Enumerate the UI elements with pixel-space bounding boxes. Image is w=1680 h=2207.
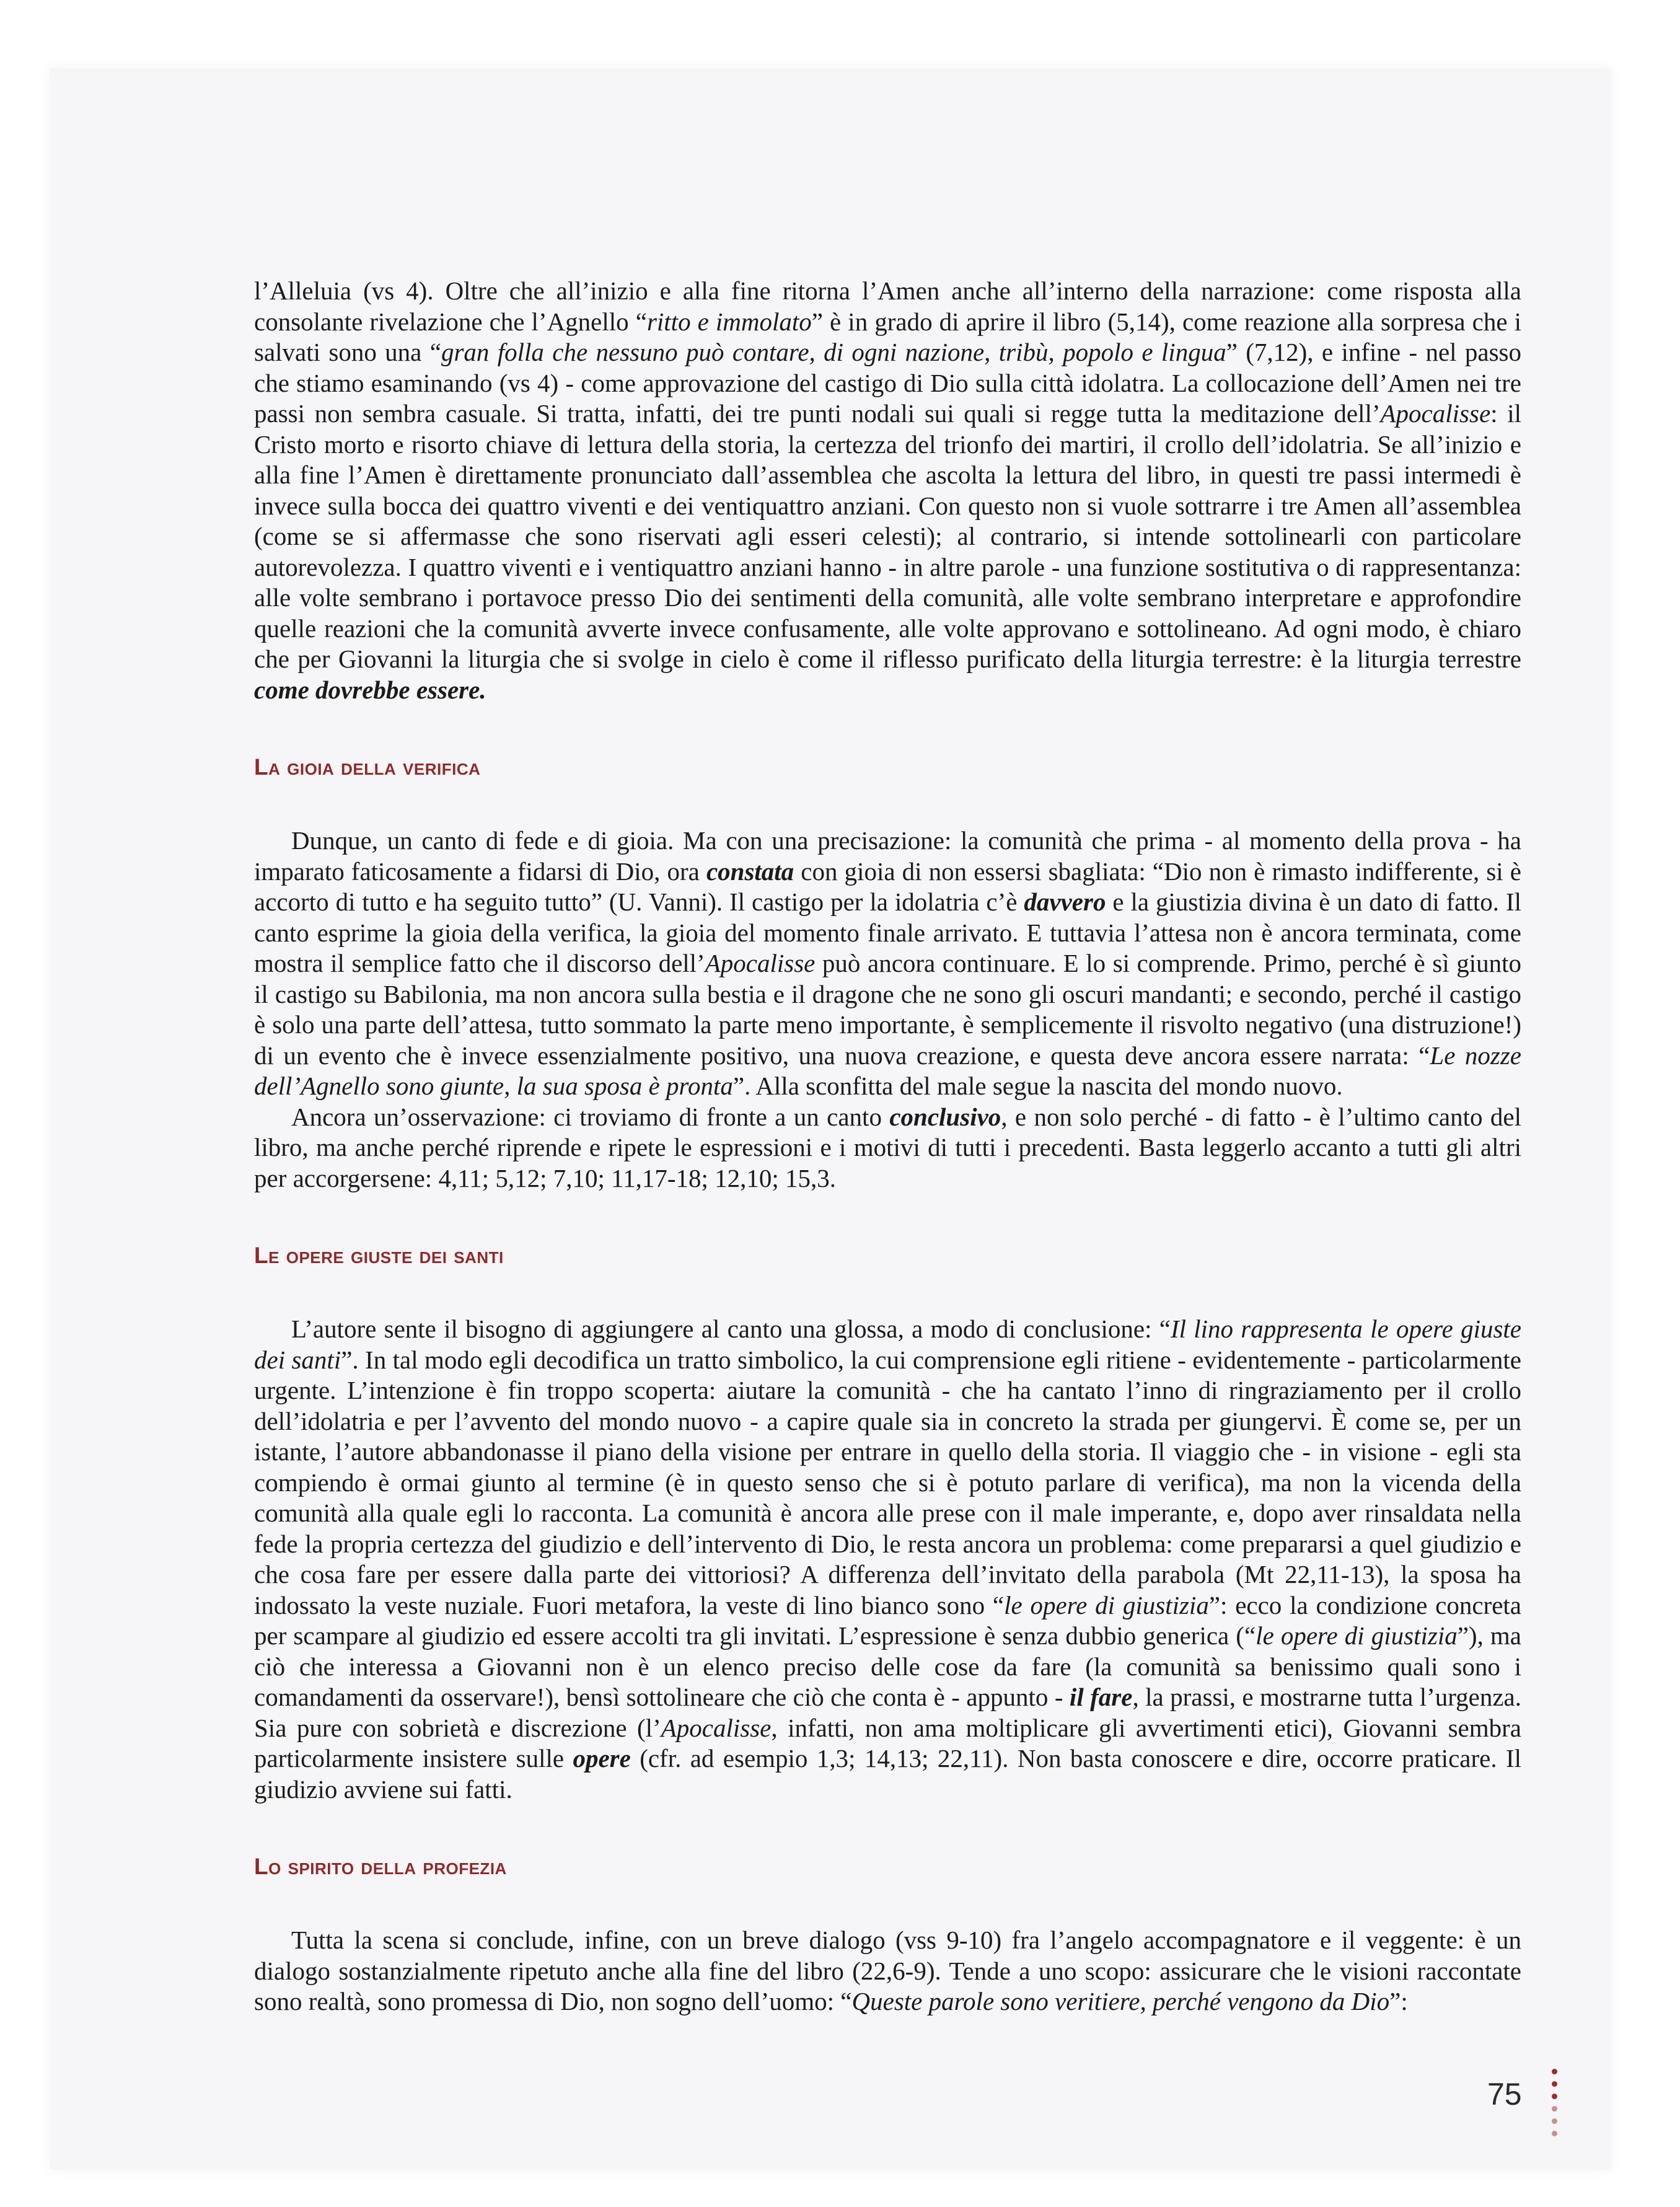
- folio-dot: [1552, 2106, 1557, 2112]
- paragraph-profezia: Tutta la scena si conclude, infine, con un breve dialogo (vss 9-10) fra l’angelo accompagnatore e il veggente: è un dialogo sostanzialmente ripetuto anche alla fine del libro (22,6-9). Tende a uno scopo: assicurare che le visioni raccontate sono realtà, sono promessa di Dio, non sogno dell’uomo: “Queste parole sono veritiere, perché vengono da Dio”:: [254, 1926, 1521, 2015]
- section-title-gioia: La gioia della verifica: [254, 754, 481, 780]
- text-column: [254, 276, 1521, 2017]
- page-sheet: [50, 68, 1611, 2169]
- folio-dot: [1552, 2094, 1557, 2099]
- folio-dots-ornament: [1552, 2069, 1560, 2143]
- section-title-spirito: Lo spirito della profezia: [254, 1854, 507, 1879]
- paragraph-verifica: Dunque, un canto di fede e di gioia. Ma con una precisazione: la comunità che prima - al momento della prova - ha imparato faticosamente a fidarsi di Dio, ora constata con gioia di non essersi sbagliata: “Dio non è rimasto indifferente, si è accorto di tutto e ha seguito tutto” (U. Vanni). Il castigo per la idolatria c’è davvero e la giustizia divina è un dato di fatto. Il canto esprime la gioia della verifica, la gioia del momento finale arrivato. E tuttavia l’attesa non è ancora terminata, come mostra il semplice fatto che il discorso dell’Apocalisse può ancora continuare. E lo si comprende. Primo, perché è sì giunto il castigo su Babilonia, ma non ancora sulla bestia e il dragone che ne sono gli oscuri mandanti; e secondo, perché il castigo è solo una parte dell’attesa, tutto sommato la parte meno importante, è semplicemente il risvolto negativo (una distruzione!) di un evento che è invece essenzialmente positivo, una nuova creazione, e questa deve ancora essere narrata: “Le nozze dell’Agnello sono giunte, la sua sposa è pronta”. Alla sconfitta del male segue la nascita del mondo nuovo.: [254, 826, 1521, 1100]
- paragraph-opere-giuste: L’autore sente il bisogno di aggiungere al canto una glossa, a modo di conclusione: “Il lino rappresenta le opere giuste dei santi”. In tal modo egli decodifica un tratto simbolico, la cui comprensione egli ritiene - evidentemente - particolarmente urgente. L’intenzione è fin troppo scoperta: aiutare la comunità - che ha cantato l’inno di ringraziamento per il crollo dell’idolatria e per l’avvento del mondo nuovo - a capire quale sia in concreto la strada per giungervi. È come se, per un istante, l’autore abbandonasse il piano della visione per entrare in quello della storia. Il viaggio che - in visione - egli sta compiendo è ormai giunto al termine (è in questo senso che si è potuto parlare di verifica), ma non la vicenda della comunità alla quale egli lo racconta. La comunità è ancora alle prese con il male imperante, e, dopo aver rinsaldata nella fede la propria certezza del giudizio e dell’intervento di Dio, le resta ancora un problema: come prepararsi a quel giudizio e che cosa fare per essere dalla parte dei vittoriosi? A differenza dell’invitato della parabola (Mt 22,11-13), la sposa ha indossato la veste nuziale. Fuori metafora, la veste di lino bianco sono “le opere di giustizia”: ecco la condizione concreta per scampare al giudizio ed essere accolti tra gli invitati. L’espressione è senza dubbio generica (“le opere di giustizia”), ma ciò che interessa a Giovanni non è un elenco preciso delle cose da fare (la comunità sa benissimo quali sono i comandamenti da osservare!), bensì sottolineare che ciò che conta è - appunto - il fare, la prassi, e mostrarne tutta l’urgenza. Sia pure con sobrietà e discrezione (l’Apocalisse, infatti, non ama moltiplicare gli avvertimenti etici), Giovanni sembra particolarmente insistere sulle opere (cfr. ad esempio 1,3; 14,13; 22,11). Non basta conoscere e dire, occorre praticare. Il giudizio avviene sui fatti.: [254, 1315, 1521, 1804]
- folio-dot: [1552, 2069, 1557, 2074]
- folio-dot: [1552, 2118, 1557, 2124]
- paragraph-amen: l’Alleluia (vs 4). Oltre che all’inizio e alla fine ritorna l’Amen anche all’interno della narrazione: come risposta alla consolante rivelazione che l’Agnello “ritto e immolato” è in grado di aprire il libro (5,14), come reazione alla sorpresa che i salvati sono una “gran folla che nessuno può contare, di ogni nazione, tribù, popolo e lingua” (7,12), e infine - nel passo che stiamo esaminando (vs 4) - come approvazione del castigo di Dio sulla città idolatra. La collocazione dell’Amen nei tre passi non sembra casuale. Si tratta, infatti, dei tre punti nodali sui quali si regge tutta la meditazione dell’Apocalisse: il Cristo morto e risorto chiave di lettura della storia, la certezza del trionfo dei martiri, il crollo dell’idolatria. Se all’inizio e alla fine l’Amen è direttamente pronunciato dall’assemblea che ascolta la lettura del libro, in questi tre passi intermedi è invece sulla bocca dei quattro viventi e dei ventiquattro anziani. Con questo non si vuole sottrarre i tre Amen all’assemblea (come se si affermasse che sono riservati agli esseri celesti); al contrario, si intende sottolinearli con particolare autorevolezza. I quattro viventi e i ventiquattro anziani hanno - in altre parole - una funzione sostitutiva o di rappresentanza: alle volte sembrano i portavoce presso Dio dei sentimenti della comunità, alle volte sembrano interpretare e approfondire quelle reazioni che la comunità avverte invece confusamente, alle volte approvano e sottolineano. Ad ogni modo, è chiaro che per Giovanni la liturgia che si svolge in cielo è come il riflesso purificato della liturgia terrestre: è la liturgia terrestre come dovrebbe essere.: [254, 276, 1521, 704]
- folio-dot: [1552, 2081, 1557, 2087]
- page-number: 75: [1487, 2077, 1522, 2112]
- section-title-opere: Le opere giuste dei santi: [254, 1243, 504, 1268]
- folio-dot: [1552, 2131, 1557, 2136]
- paragraph-conclusivo: Ancora un’osservazione: ci troviamo di fronte a un canto conclusivo, e non solo perché - di fatto - è l’ultimo canto del libro, ma anche perché riprende e ripete le espressioni e i motivi di tutti i precedenti. Basta leggerlo accanto a tutti gli altri per accorgersene: 4,11; 5,12; 7,10; 11,17-18; 12,10; 15,3.: [254, 1102, 1521, 1192]
